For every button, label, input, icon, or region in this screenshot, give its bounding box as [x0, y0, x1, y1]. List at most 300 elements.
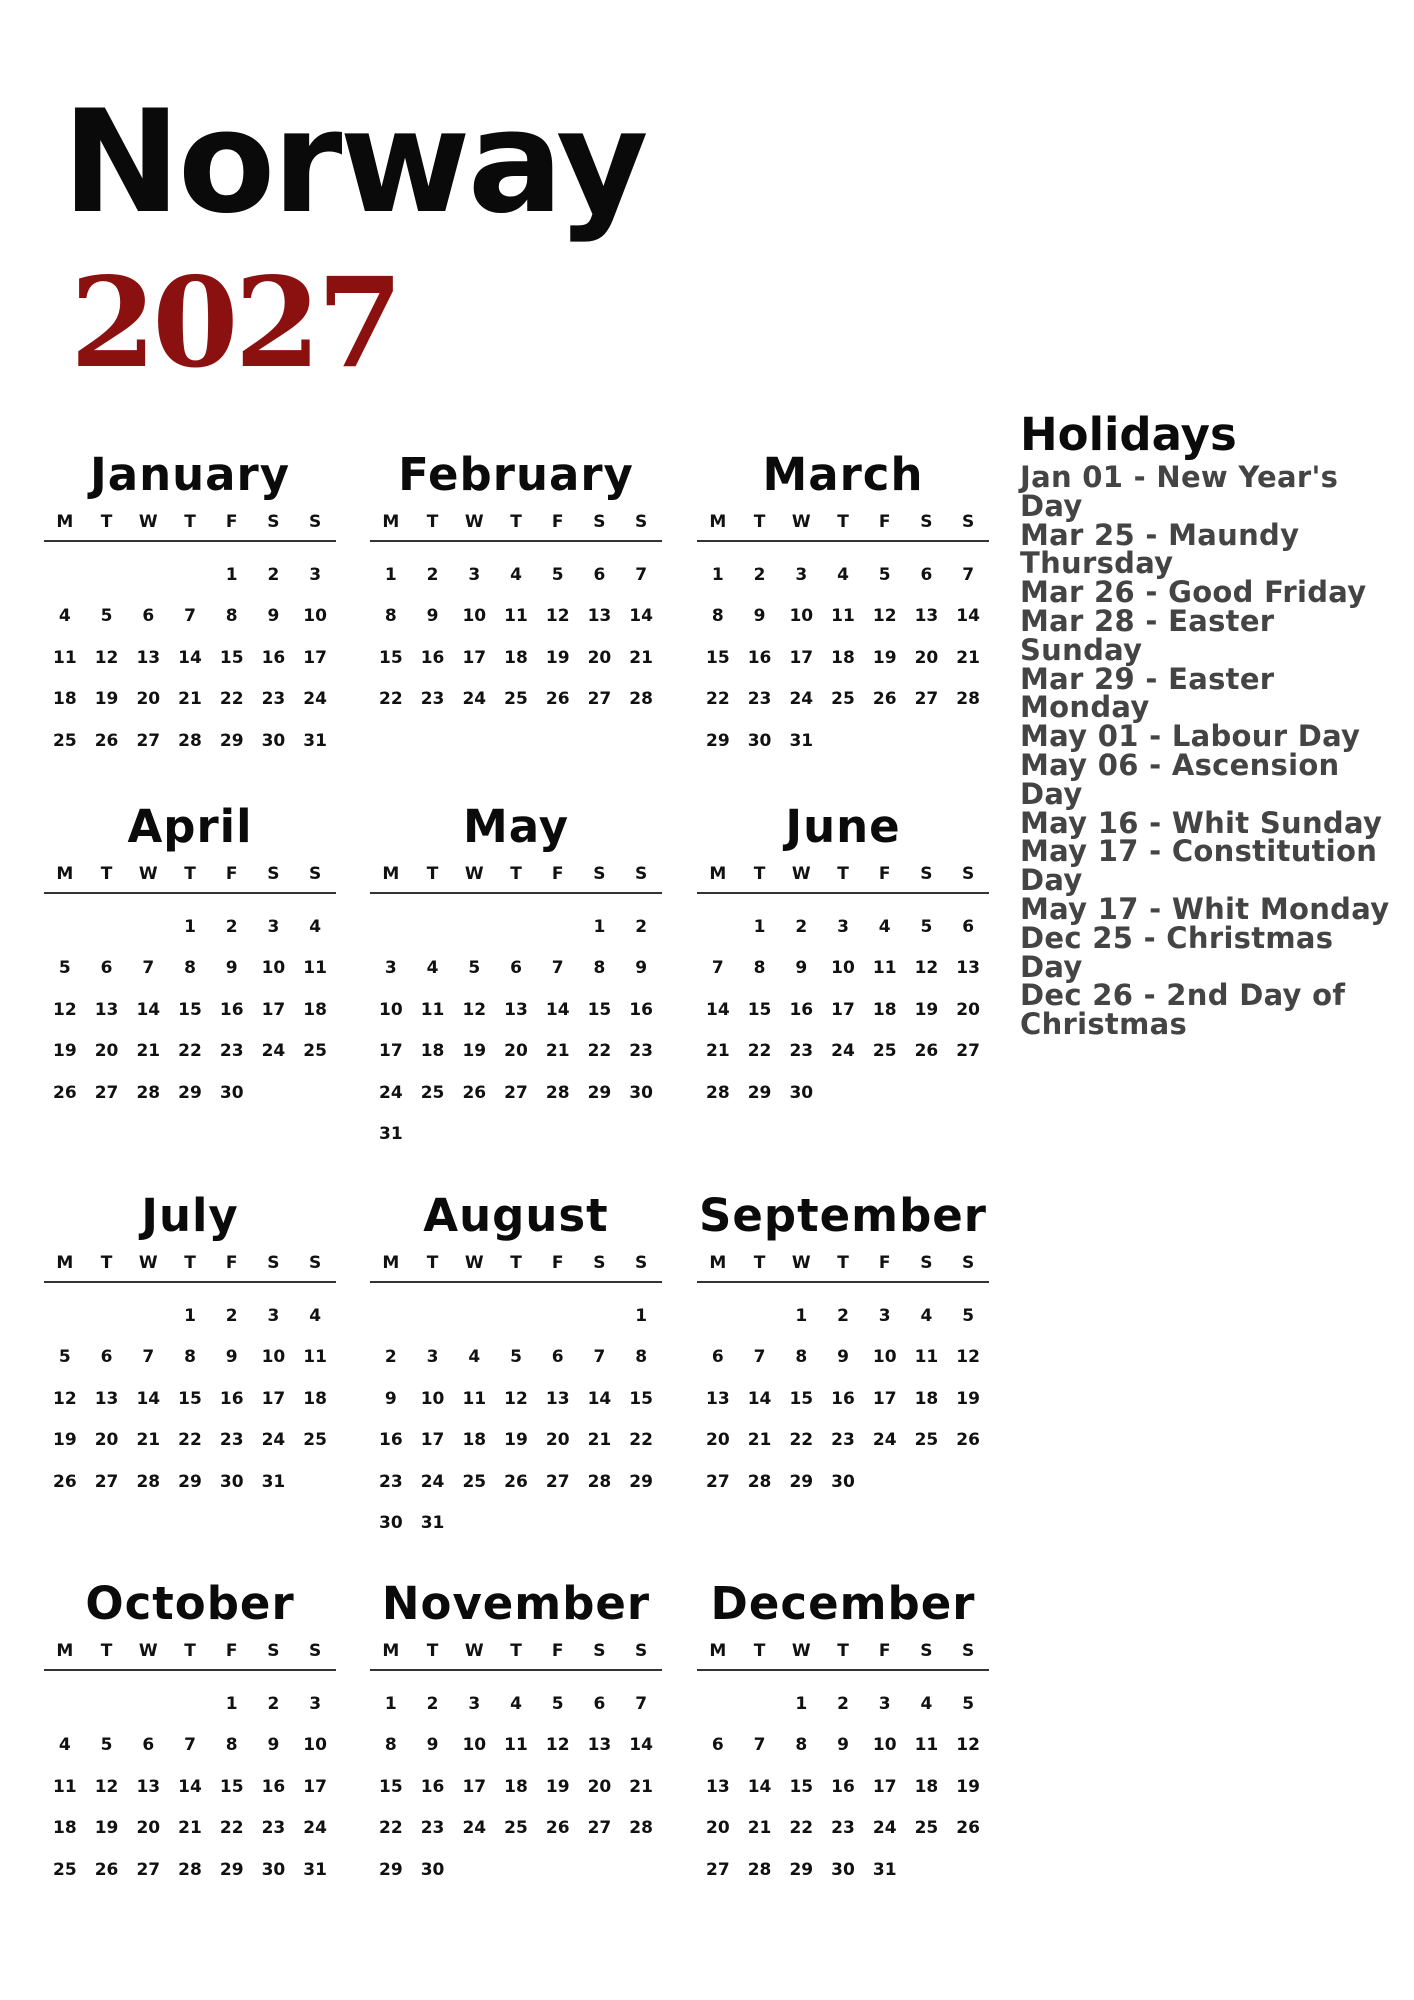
day-cell: 30	[831, 1859, 855, 1880]
weekday-label: T	[837, 1253, 849, 1273]
holiday-item: Jan 01 - New Year's Day	[1020, 460, 1339, 523]
day-cell: 11	[303, 958, 327, 979]
day-cell: 18	[831, 647, 855, 668]
day-cell: 14	[706, 999, 730, 1020]
day-cell: 4	[309, 1305, 322, 1326]
weekday-header	[370, 1641, 662, 1671]
days-grid	[44, 554, 336, 762]
day-cell: 13	[587, 1735, 612, 1756]
day-cell: 26	[504, 1471, 528, 1492]
weekday-label: S	[309, 512, 322, 532]
days-grid	[44, 1295, 336, 1503]
weekday-header	[697, 864, 989, 894]
day-cell: 20	[587, 1776, 612, 1797]
day-cell: 22	[789, 1818, 814, 1839]
day-cell: 22	[706, 689, 730, 710]
day-cell: 18	[872, 999, 897, 1020]
holidays-title: Holidays	[1020, 408, 1237, 461]
day-cell: 18	[420, 1041, 445, 1062]
day-cell: 28	[629, 1818, 653, 1839]
day-cell: 21	[587, 1430, 612, 1451]
day-cell: 7	[962, 564, 975, 585]
day-cell: 17	[420, 1430, 445, 1451]
day-cell: 12	[53, 999, 77, 1020]
day-cell: 10	[872, 1735, 897, 1756]
day-cell: 23	[831, 1818, 855, 1839]
day-cell: 27	[587, 689, 612, 710]
day-cell: 14	[136, 1388, 161, 1409]
day-cell: 18	[303, 999, 327, 1020]
day-cell: 31	[872, 1859, 897, 1880]
days-grid	[697, 1683, 989, 1891]
days-grid	[44, 1683, 336, 1891]
weekday-label: S	[635, 864, 648, 884]
day-cell: 20	[94, 1041, 119, 1062]
day-cell: 6	[142, 606, 155, 627]
day-cell: 18	[504, 1776, 528, 1797]
day-cell: 12	[504, 1388, 528, 1409]
day-cell: 2	[837, 1305, 849, 1326]
day-cell: 24	[303, 1818, 327, 1839]
day-cell: 15	[178, 999, 202, 1020]
day-cell: 9	[267, 1735, 280, 1756]
day-cell: 19	[504, 1430, 528, 1451]
days-grid	[370, 1683, 662, 1891]
day-cell: 13	[706, 1776, 730, 1797]
weekday-label: M	[56, 1641, 74, 1661]
day-cell: 12	[94, 647, 119, 668]
day-cell: 10	[303, 606, 327, 627]
holiday-item: Mar 25 - Maundy Thursday	[1020, 517, 1300, 581]
weekday-label: W	[138, 512, 158, 532]
day-cell: 26	[462, 1082, 487, 1103]
day-cell: 21	[178, 689, 202, 710]
day-cell: 19	[956, 1776, 980, 1797]
day-cell: 12	[545, 1735, 570, 1756]
day-cell: 12	[872, 606, 897, 627]
weekday-label: T	[184, 1641, 196, 1661]
day-cell: 16	[831, 1776, 855, 1797]
day-cell: 6	[142, 1735, 155, 1756]
day-cell: 31	[303, 730, 327, 751]
day-cell: 21	[747, 1818, 772, 1839]
day-cell: 19	[872, 647, 897, 668]
day-cell: 2	[225, 1305, 238, 1326]
day-cell: 9	[426, 606, 439, 627]
day-cell: 24	[261, 1430, 286, 1451]
day-cell: 25	[462, 1471, 487, 1492]
weekday-label: T	[184, 512, 196, 532]
day-cell: 20	[545, 1430, 570, 1451]
month-name: November	[381, 1577, 651, 1630]
weekday-label: T	[510, 512, 522, 532]
holiday-item: May 17 - Whit Monday	[1020, 891, 1390, 926]
day-cell: 19	[94, 1818, 119, 1839]
day-cell: 26	[94, 1859, 119, 1880]
day-cell: 31	[261, 1471, 286, 1492]
day-cell: 5	[551, 564, 564, 585]
day-cell: 28	[747, 1859, 772, 1880]
day-cell: 20	[956, 999, 980, 1020]
day-cell: 23	[219, 1041, 244, 1062]
day-cell: 14	[747, 1776, 772, 1797]
day-cell: 13	[914, 606, 939, 627]
day-cell: 17	[261, 1388, 286, 1409]
day-cell: 15	[789, 1776, 814, 1797]
day-cell: 26	[545, 689, 570, 710]
weekday-header	[697, 1253, 989, 1283]
holiday-item: Mar 28 - Easter Sunday	[1020, 603, 1275, 667]
day-cell: 17	[303, 647, 327, 668]
day-cell: 10	[831, 958, 855, 979]
day-cell: 9	[225, 1347, 238, 1368]
day-cell: 12	[94, 1776, 119, 1797]
day-cell: 23	[261, 1818, 286, 1839]
day-cell: 7	[753, 1735, 766, 1756]
day-cell: 1	[225, 564, 238, 585]
weekday-label: F	[225, 1641, 238, 1661]
day-cell: 23	[747, 689, 772, 710]
weekday-label: W	[791, 512, 811, 532]
holiday-list	[1020, 460, 1400, 1042]
day-cell: 7	[142, 958, 155, 979]
day-cell: 24	[789, 689, 814, 710]
day-cell: 29	[747, 1082, 772, 1103]
day-cell: 6	[510, 958, 522, 979]
month-name: February	[398, 448, 634, 501]
day-cell: 17	[872, 1776, 897, 1797]
day-cell: 12	[956, 1347, 980, 1368]
day-cell: 30	[261, 730, 286, 751]
weekday-label: M	[709, 512, 727, 532]
day-cell: 15	[629, 1388, 653, 1409]
weekday-label: S	[309, 864, 322, 884]
day-cell: 3	[468, 564, 481, 585]
day-cell: 27	[504, 1082, 528, 1103]
day-cell: 31	[303, 1859, 327, 1880]
month-name: May	[462, 800, 570, 853]
day-cell: 22	[379, 689, 403, 710]
day-cell: 15	[747, 999, 772, 1020]
day-cell: 11	[303, 1347, 327, 1368]
weekday-label: T	[837, 864, 849, 884]
weekday-label: T	[100, 1641, 113, 1661]
weekday-label: W	[138, 864, 158, 884]
day-cell: 23	[261, 689, 286, 710]
day-cell: 6	[711, 1735, 724, 1756]
day-cell: 30	[219, 1082, 244, 1103]
day-cell: 20	[136, 1818, 161, 1839]
day-cell: 14	[747, 1388, 772, 1409]
day-cell: 25	[303, 1430, 327, 1451]
day-cell: 31	[789, 730, 814, 751]
month-name: July	[141, 1189, 239, 1242]
day-cell: 25	[504, 689, 528, 710]
day-cell: 24	[261, 1041, 286, 1062]
day-cell: 6	[551, 1347, 564, 1368]
weekday-label: T	[100, 864, 113, 884]
day-cell: 13	[136, 647, 161, 668]
month-september	[697, 1189, 989, 1503]
day-cell: 8	[225, 1735, 238, 1756]
day-cell: 21	[136, 1430, 161, 1451]
day-cell: 12	[956, 1735, 980, 1756]
day-cell: 22	[789, 1430, 814, 1451]
day-cell: 24	[872, 1430, 897, 1451]
day-cell: 5	[100, 1735, 113, 1756]
weekday-header	[370, 864, 662, 894]
weekday-label: F	[878, 864, 891, 884]
holiday-item: Dec 26 - 2nd Day of Christmas	[1020, 978, 1346, 1042]
day-cell: 1	[384, 564, 397, 585]
weekday-label: T	[426, 1253, 439, 1273]
day-cell: 16	[831, 1388, 855, 1409]
weekday-label: S	[267, 1253, 280, 1273]
weekday-label: S	[920, 1641, 933, 1661]
day-cell: 27	[136, 1859, 161, 1880]
weekday-label: T	[426, 1641, 439, 1661]
weekday-label: F	[878, 1253, 891, 1273]
day-cell: 2	[753, 564, 766, 585]
day-cell: 25	[914, 1430, 939, 1451]
day-cell: 30	[789, 1082, 814, 1103]
weekday-label: T	[426, 864, 439, 884]
day-cell: 3	[468, 1693, 481, 1714]
day-cell: 28	[136, 1471, 161, 1492]
day-cell: 30	[379, 1513, 403, 1534]
day-cell: 6	[962, 916, 975, 937]
day-cell: 13	[94, 999, 119, 1020]
weekday-header	[370, 512, 662, 542]
day-cell: 18	[914, 1776, 939, 1797]
day-cell: 20	[94, 1430, 119, 1451]
day-cell: 27	[706, 1859, 730, 1880]
weekday-label: S	[635, 1253, 648, 1273]
days-grid	[370, 906, 662, 1155]
day-cell: 1	[795, 1305, 808, 1326]
day-cell: 5	[58, 958, 71, 979]
day-cell: 4	[510, 564, 522, 585]
day-cell: 23	[219, 1430, 244, 1451]
day-cell: 25	[420, 1082, 445, 1103]
day-cell: 5	[551, 1693, 564, 1714]
day-cell: 23	[420, 1818, 445, 1839]
day-cell: 27	[94, 1082, 119, 1103]
day-cell: 7	[142, 1347, 155, 1368]
day-cell: 9	[267, 606, 280, 627]
day-cell: 7	[635, 1693, 648, 1714]
day-cell: 14	[629, 606, 653, 627]
days-grid	[370, 1295, 662, 1544]
day-cell: 17	[303, 1776, 327, 1797]
month-january	[44, 448, 336, 762]
day-cell: 24	[831, 1041, 855, 1062]
holiday-item: May 06 - Ascension Day	[1020, 747, 1340, 811]
day-cell: 21	[178, 1818, 202, 1839]
weekday-label: F	[878, 512, 891, 532]
day-cell: 6	[711, 1347, 724, 1368]
day-cell: 19	[462, 1041, 487, 1062]
weekday-label: W	[464, 512, 484, 532]
day-cell: 5	[920, 916, 933, 937]
weekday-label: M	[382, 864, 400, 884]
day-cell: 27	[706, 1471, 730, 1492]
day-cell: 2	[384, 1347, 397, 1368]
weekday-label: M	[56, 512, 74, 532]
month-february	[370, 448, 662, 720]
day-cell: 20	[587, 647, 612, 668]
weekday-label: T	[753, 1253, 766, 1273]
weekday-label: T	[837, 1641, 849, 1661]
weekday-label: S	[309, 1641, 322, 1661]
day-cell: 19	[956, 1388, 980, 1409]
day-cell: 3	[267, 1305, 280, 1326]
weekday-header	[697, 512, 989, 542]
day-cell: 21	[706, 1041, 730, 1062]
day-cell: 1	[635, 1305, 648, 1326]
weekday-label: T	[426, 512, 439, 532]
day-cell: 11	[914, 1735, 939, 1756]
day-cell: 19	[545, 1776, 570, 1797]
day-cell: 18	[914, 1388, 939, 1409]
day-cell: 24	[462, 1818, 487, 1839]
month-name: December	[710, 1577, 976, 1630]
day-cell: 17	[872, 1388, 897, 1409]
day-cell: 26	[94, 730, 119, 751]
day-cell: 14	[629, 1735, 653, 1756]
weekday-label: T	[510, 1641, 522, 1661]
weekday-header	[44, 1253, 336, 1283]
day-cell: 13	[504, 999, 528, 1020]
day-cell: 5	[962, 1693, 975, 1714]
day-cell: 4	[426, 958, 439, 979]
day-cell: 9	[225, 958, 238, 979]
day-cell: 14	[956, 606, 980, 627]
day-cell: 29	[178, 1471, 202, 1492]
month-name: April	[127, 800, 253, 853]
day-cell: 2	[426, 1693, 439, 1714]
day-cell: 22	[178, 1430, 202, 1451]
month-name: January	[89, 448, 291, 501]
day-cell: 22	[379, 1818, 403, 1839]
days-grid	[697, 1295, 989, 1503]
weekday-label: T	[510, 1253, 522, 1273]
day-cell: 19	[914, 999, 939, 1020]
day-cell: 29	[379, 1859, 403, 1880]
month-may	[370, 800, 662, 1155]
day-cell: 10	[261, 958, 286, 979]
day-cell: 8	[184, 1347, 196, 1368]
day-cell: 6	[920, 564, 933, 585]
holiday-item: May 16 - Whit Sunday	[1020, 805, 1383, 840]
day-cell: 26	[872, 689, 897, 710]
day-cell: 8	[593, 958, 606, 979]
day-cell: 29	[219, 730, 244, 751]
day-cell: 6	[593, 564, 606, 585]
day-cell: 13	[587, 606, 612, 627]
day-cell: 14	[178, 647, 202, 668]
day-cell: 11	[462, 1388, 487, 1409]
day-cell: 14	[136, 999, 161, 1020]
day-cell: 25	[53, 730, 77, 751]
weekday-label: F	[551, 512, 564, 532]
day-cell: 5	[878, 564, 891, 585]
day-cell: 19	[53, 1041, 77, 1062]
day-cell: 25	[914, 1818, 939, 1839]
holiday-item: Dec 25 - Christmas Day	[1020, 920, 1334, 984]
day-cell: 5	[100, 606, 113, 627]
weekday-header	[44, 512, 336, 542]
day-cell: 8	[184, 958, 196, 979]
day-cell: 25	[872, 1041, 897, 1062]
country-title: Norway	[62, 80, 646, 245]
day-cell: 9	[426, 1735, 439, 1756]
weekday-label: S	[593, 1253, 606, 1273]
day-cell: 20	[914, 647, 939, 668]
days-grid	[370, 554, 662, 720]
weekday-label: W	[791, 1641, 811, 1661]
weekday-label: F	[551, 1253, 564, 1273]
day-cell: 1	[753, 916, 766, 937]
day-cell: 30	[261, 1859, 286, 1880]
day-cell: 12	[545, 606, 570, 627]
weekday-label: M	[382, 512, 400, 532]
day-cell: 6	[100, 1347, 113, 1368]
day-cell: 11	[914, 1347, 939, 1368]
weekday-label: S	[962, 512, 975, 532]
day-cell: 1	[593, 916, 606, 937]
day-cell: 4	[837, 564, 849, 585]
day-cell: 28	[587, 1471, 612, 1492]
weekday-label: S	[920, 864, 933, 884]
day-cell: 8	[225, 606, 238, 627]
weekday-label: T	[837, 512, 849, 532]
weekday-label: S	[593, 1641, 606, 1661]
day-cell: 11	[53, 647, 77, 668]
day-cell: 1	[225, 1693, 238, 1714]
weekday-label: F	[551, 864, 564, 884]
day-cell: 28	[956, 689, 980, 710]
day-cell: 28	[629, 689, 653, 710]
day-cell: 10	[261, 1347, 286, 1368]
day-cell: 2	[837, 1693, 849, 1714]
day-cell: 17	[831, 999, 855, 1020]
weekday-label: M	[709, 864, 727, 884]
month-march	[697, 448, 989, 762]
day-cell: 30	[747, 730, 772, 751]
day-cell: 4	[510, 1693, 522, 1714]
weekday-label: S	[593, 512, 606, 532]
month-july	[44, 1189, 336, 1503]
day-cell: 2	[225, 916, 238, 937]
day-cell: 10	[789, 606, 814, 627]
day-cell: 13	[94, 1388, 119, 1409]
day-cell: 19	[545, 647, 570, 668]
weekday-label: T	[100, 1253, 113, 1273]
day-cell: 22	[629, 1430, 653, 1451]
day-cell: 4	[468, 1347, 481, 1368]
day-cell: 16	[629, 999, 653, 1020]
day-cell: 3	[837, 916, 849, 937]
day-cell: 18	[504, 647, 528, 668]
weekday-label: M	[382, 1253, 400, 1273]
day-cell: 7	[753, 1347, 766, 1368]
day-cell: 16	[420, 1776, 445, 1797]
day-cell: 15	[789, 1388, 814, 1409]
day-cell: 2	[635, 916, 648, 937]
day-cell: 4	[58, 1735, 71, 1756]
days-grid	[44, 906, 336, 1114]
